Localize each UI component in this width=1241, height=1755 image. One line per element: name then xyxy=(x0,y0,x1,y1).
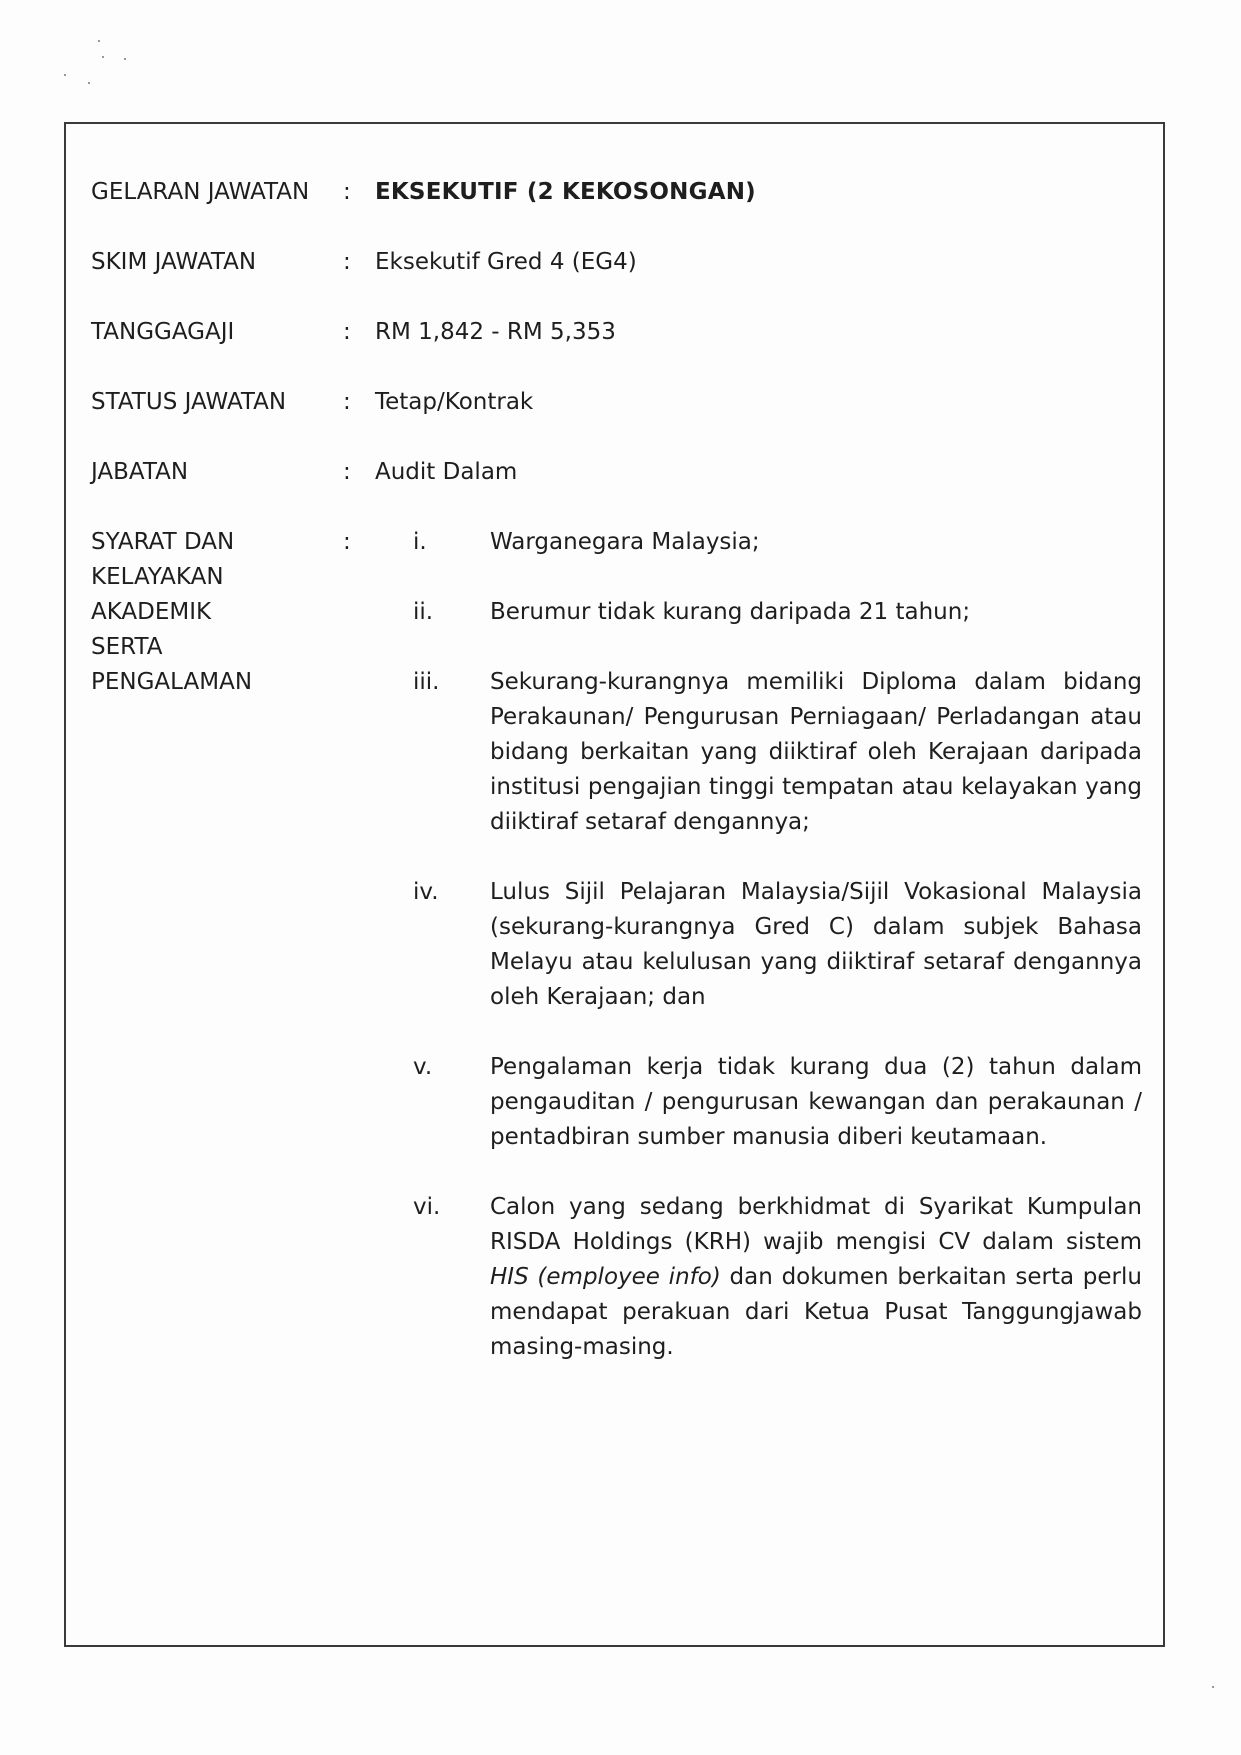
job-title-value: EKSEKUTIF (2 KEKOSONGAN) xyxy=(375,179,756,205)
requirement-number: v. xyxy=(413,1054,433,1080)
scheme-value: Eksekutif Gred 4 (EG4) xyxy=(375,249,637,275)
requirement-number: vi. xyxy=(413,1194,441,1220)
requirement-text-italic: HIS (employee info) xyxy=(490,1264,721,1290)
requirement-text-part: dan dokumen berkaitan serta perlu mendapat perakuan dari Ketua Pusat Tanggungjawab masing-masing. xyxy=(490,1264,1142,1360)
status-label: STATUS JAWATAN xyxy=(91,389,287,415)
scheme-label: SKIM JAWATAN xyxy=(91,249,257,275)
requirement-text: Pengalaman kerja tidak kurang dua (2) tahun dalam pengauditan / pengurusan kewangan dan perakaunan / pentadbiran sumber manusia diberi keutamaan. xyxy=(490,1054,1142,1150)
colon: : xyxy=(343,529,351,555)
colon: : xyxy=(343,459,351,485)
department-value: Audit Dalam xyxy=(375,459,518,485)
requirement-text: Sekurang-kurangnya memiliki Diploma dalam bidang Perakaunan/ Pengurusan Perniagaan/ Perladangan atau bidang berkaitan yang diiktiraf oleh Kerajaan daripada institusi pengajian tinggi tempatan atau kelayakan yang diiktiraf setaraf dengannya; xyxy=(490,669,1142,835)
department-label: JABATAN xyxy=(91,459,189,485)
status-value: Tetap/Kontrak xyxy=(375,389,534,415)
salary-value: RM 1,842 - RM 5,353 xyxy=(375,319,616,345)
colon: : xyxy=(343,249,351,275)
job-title-label: GELARAN JAWATAN xyxy=(91,179,310,205)
salary-label: TANGGAGAJI xyxy=(91,319,235,345)
colon: : xyxy=(343,389,351,415)
requirement-text: Warganegara Malaysia; xyxy=(490,529,760,555)
requirement-number: i. xyxy=(413,529,427,555)
requirement-text xyxy=(490,1190,1142,1365)
requirement-number: ii. xyxy=(413,599,434,625)
colon: : xyxy=(343,319,351,345)
requirement-number: iii. xyxy=(413,669,440,695)
requirement-text: Berumur tidak kurang daripada 21 tahun; xyxy=(490,599,971,625)
requirement-text: Lulus Sijil Pelajaran Malaysia/Sijil Vokasional Malaysia (sekurang-kurangnya Gred C) dalam subjek Bahasa Melayu atau kelulusan yang diiktiraf setaraf dengannya oleh Kerajaan; dan xyxy=(490,879,1142,1010)
requirement-text-part: Calon yang sedang berkhidmat di Syarikat Kumpulan RISDA Holdings (KRH) wajib mengisi CV dalam sistem xyxy=(490,1194,1142,1255)
requirements-label: SYARAT DAN KELAYAKAN AKADEMIK SERTA PENGALAMAN xyxy=(91,529,253,695)
colon: : xyxy=(343,179,351,205)
requirement-number: iv. xyxy=(413,879,439,905)
